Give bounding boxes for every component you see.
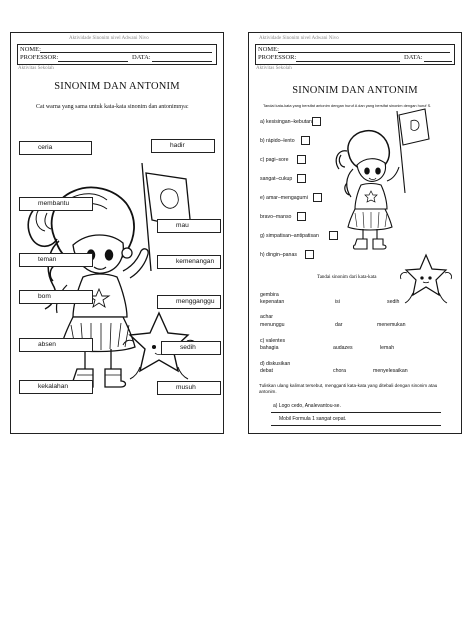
group-word: d) diskusikan [260,361,291,367]
teacher-label: PROFESSOR: [20,54,59,61]
header-tagline: Aktividade Sinonim nivel Adwani Nivo [259,36,339,41]
instruction: Cat warna yang sama untuk kata-kata sinonim dan antonimnya: [36,104,189,110]
word-box-left-1[interactable]: ceria [19,141,92,155]
option[interactable]: isi [335,299,340,305]
word-box-right-6[interactable]: musuh [157,381,221,395]
worksheet-left [10,32,224,434]
page-title: SINONIM DAN ANTONIM [292,85,418,96]
option[interactable]: chora [333,368,346,374]
worksheet-right [248,32,462,434]
option[interactable]: sedih [387,299,400,305]
instruction: Tandai kata-kata yang bersifat antonim dengan huruf A dan yang bersifat sinonim dengan huruf S. [263,103,432,108]
pair-item: g) simpatisan–antipatisan [260,233,319,239]
option[interactable]: menyelesaikan [373,368,408,374]
word-box-right-5[interactable]: sedih [161,341,221,355]
pair-item: sangat–cukup [260,176,293,182]
word-box-left-3[interactable]: teman [19,253,93,267]
option[interactable]: dar [335,322,343,328]
header-tagline: Aktividade Sinonim nivel Adwani Nivo [69,36,149,41]
word-box-left-5[interactable]: absen [19,338,93,352]
pair-item: h) dingin–panas [260,252,297,258]
group-word: achar [260,314,273,320]
header-sub: Aktivitas Sekolah [256,66,292,71]
sentence-2: Mobil Formula 1 sangat cepat. [279,416,347,422]
option[interactable]: audazes [333,345,353,351]
option[interactable]: lemah [380,345,395,351]
option[interactable]: bahagia [260,345,279,351]
girl-with-flag-illustration [11,33,225,435]
instruction-synonyms: Tandai sinonim dari kata-kata [317,275,377,280]
pair-item: a) kesisingan–kebutan [260,119,312,125]
option[interactable]: menunggu [260,322,285,328]
answer-checkbox[interactable] [305,250,314,259]
answer-checkbox[interactable] [329,231,338,240]
sentence-1: a) Logo cedo, Analevantou-se. [273,403,341,409]
answer-checkbox[interactable] [297,212,306,221]
word-box-right-1[interactable]: hadir [151,139,215,153]
group-word: gembira [260,292,279,298]
answer-checkbox[interactable] [312,117,321,126]
answer-checkbox[interactable] [297,174,306,183]
option[interactable]: debat [260,368,273,374]
answer-checkbox[interactable] [297,155,306,164]
word-box-right-3[interactable]: kemenangan [157,255,221,269]
answer-checkbox[interactable] [313,193,322,202]
pair-item: e) amar–mengagumi [260,195,308,201]
header-sub: Aktivitas Sekolah [18,66,54,71]
pair-item: c) pagi–sore [260,157,289,163]
word-box-right-2[interactable]: mau [157,219,221,233]
teacher-label: PROFESSOR: [258,54,297,61]
pair-item: b) rápido–lento [260,138,295,144]
word-box-left-4[interactable]: bom [19,290,93,304]
word-box-left-6[interactable]: kekalahan [19,380,93,394]
group-word: c) valentes [260,338,286,344]
rewrite-instruction: Tuliskan ulang kalimat tersebut, mengganti kata-kata yang ditebali dengan sinonim atau antonim. [259,383,438,394]
pair-item: bravo–manso [260,214,292,220]
answer-checkbox[interactable] [301,136,310,145]
page-title: SINONIM DAN ANTONIM [54,81,180,92]
name-label: NOME: [258,46,279,53]
answer-line[interactable] [271,425,441,426]
option[interactable]: kepenatan [260,299,285,305]
answer-line[interactable] [271,412,441,413]
date-label: DATA: [132,54,151,61]
name-label: NOME: [20,46,41,53]
date-label: DATA: [404,54,423,61]
word-box-right-4[interactable]: mengganggu [157,295,221,309]
option[interactable]: menemukan [377,322,406,328]
word-box-left-2[interactable]: membantu [19,197,93,211]
